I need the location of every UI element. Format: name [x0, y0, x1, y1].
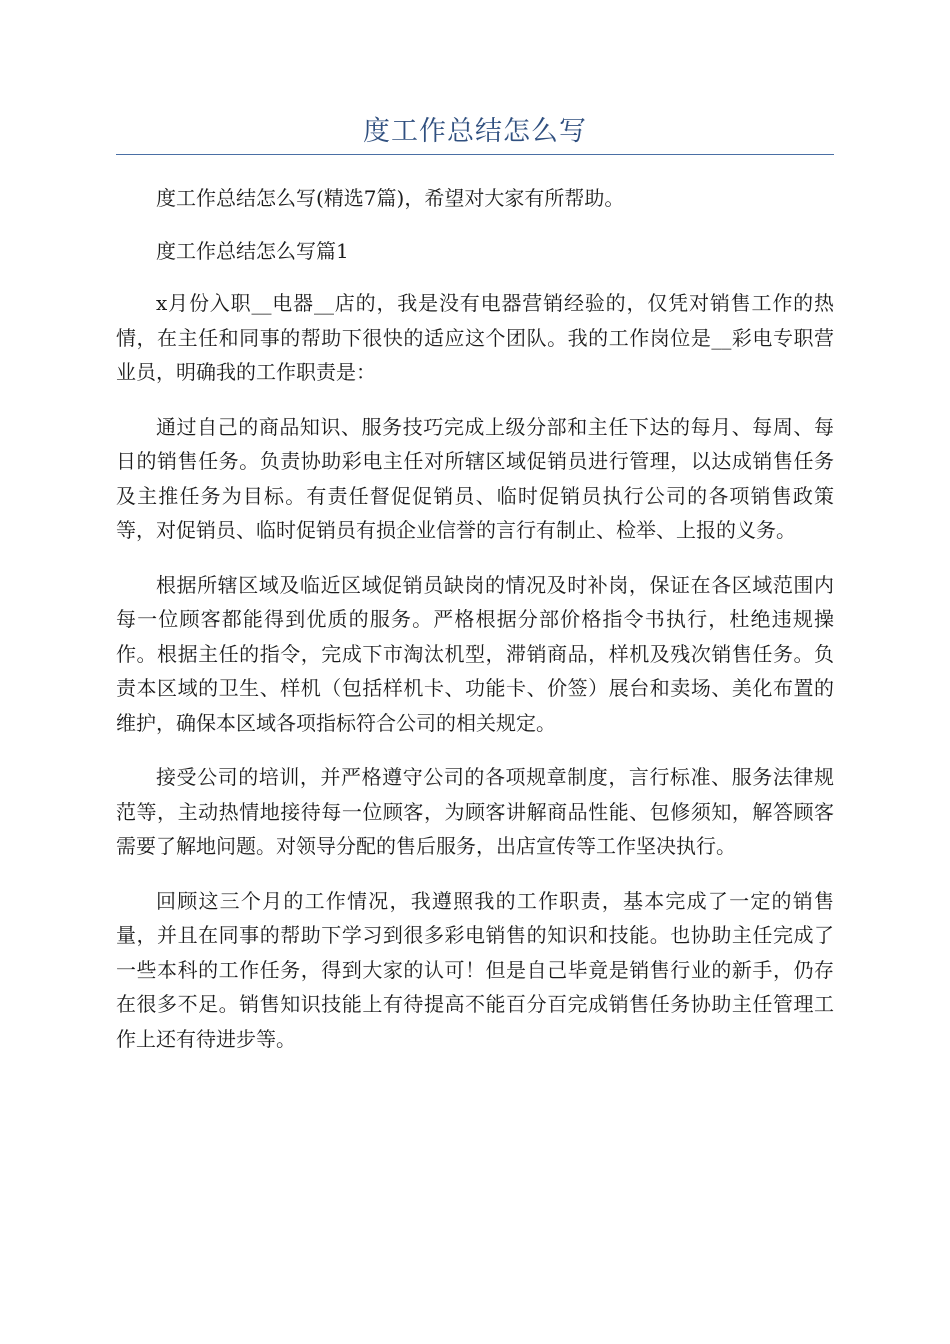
document-page: [116, 0, 834, 1056]
body-paragraph-1: x月份入职__电器__店的，我是没有电器营销经验的，仅凭对销售工作的热情，在主任和同事的帮助下很快的适应这个团队。我的工作岗位是__彩电专职营业员，明确我的工作职责是：: [116, 291, 834, 384]
body-paragraph-3: 根据所辖区域及临近区域促销员缺岗的情况及时补岗，保证在各区域范围内每一位顾客都能得到优质的服务。严格根据分部价格指令书执行，杜绝违规操作。根据主任的指令，完成下市淘汰机型，滞销商品，样机及残次销售任务。负责本区域的卫生、样机（包括样机卡、功能卡、价签）展台和卖场、美化布置的维护，确保本区域各项指标符合公司的相关规定。: [116, 572, 834, 735]
body-paragraph-2: 通过自己的商品知识、服务技巧完成上级分部和主任下达的每月、每周、每日的销售任务。负责协助彩电主任对所辖区域促销员进行管理，以达成销售任务及主推任务为目标。有责任督促促销员、临时促销员执行公司的各项销售政策等，对促销员、临时促销员有损企业信誉的言行有制止、检举、上报的义务。: [116, 414, 834, 542]
body-paragraph-5: 回顾这三个月的工作情况，我遵照我的工作职责，基本完成了一定的销售量，并且在同事的帮助下学习到很多彩电销售的知识和技能。也协助主任完成了一些本科的工作任务，得到大家的认可！但是自己毕竟是销售行业的新手，仍存在很多不足。销售知识技能上有待提高不能百分百完成销售任务协助主任管理工作上还有待进步等。: [116, 888, 834, 1051]
document-title: 度工作总结怎么写: [363, 116, 587, 147]
section-heading: 度工作总结怎么写篇1: [156, 238, 349, 263]
title-underline: [116, 154, 834, 155]
intro-paragraph: 度工作总结怎么写(精选7篇)，希望对大家有所帮助。: [156, 186, 625, 210]
body-paragraph-4: 接受公司的培训，并严格遵守公司的各项规章制度，言行标准、服务法律规范等，主动热情地接待每一位顾客，为顾客讲解商品性能、包修须知，解答顾客需要了解地问题。对领导分配的售后服务，出店宣传等工作坚决执行。: [116, 765, 834, 858]
